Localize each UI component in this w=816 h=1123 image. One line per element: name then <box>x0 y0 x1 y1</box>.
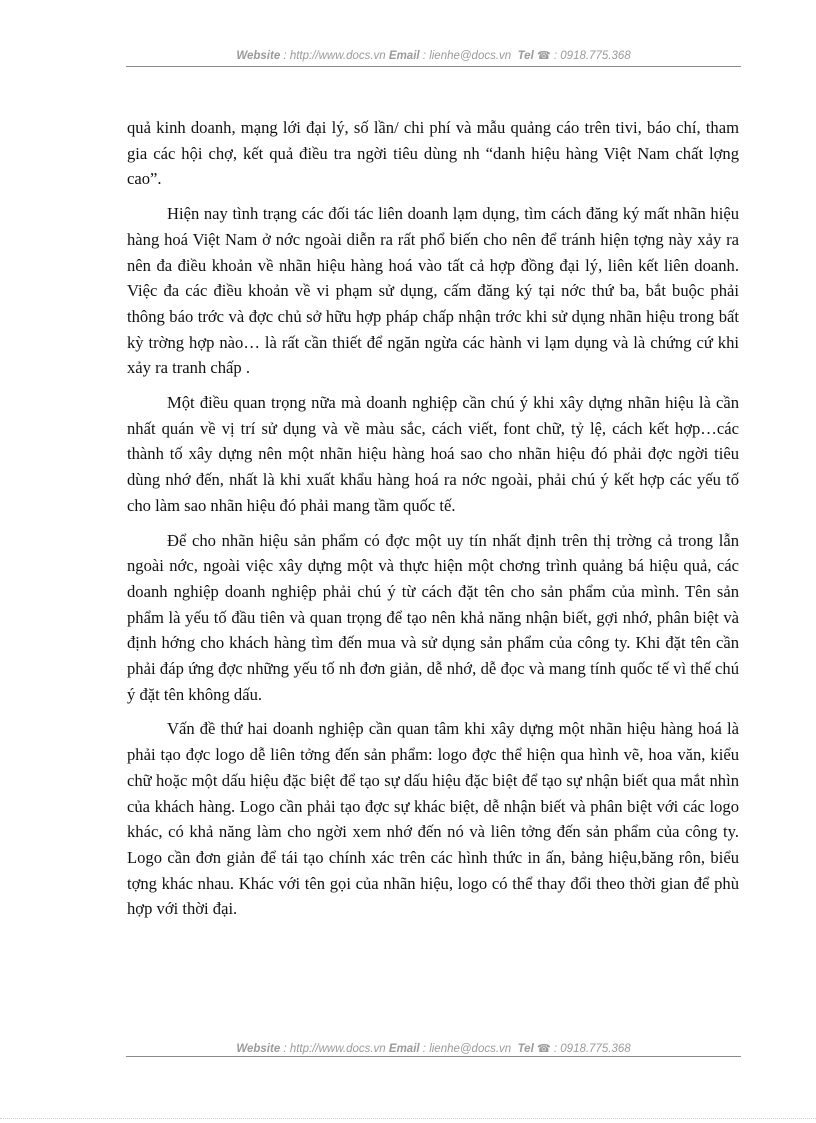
footer-website-label: Website <box>236 1043 281 1055</box>
footer-email-label: Email <box>388 1043 420 1055</box>
email-separator: : <box>419 50 430 62</box>
footer-website-separator: : <box>280 1043 290 1055</box>
paragraph-2: Hiện nay tình trạng các đối tác liên doanh lạm dụng, tìm cách đăng ký mất nhãn hiệu hàng hoá Việt Nam ở nớc ngoài diễn ra rất phổ biến cho nên để tránh hiện tợng này xảy ra nên đa điều khoản về nhãn hiệu hàng hoá vào tất cả hợp đồng đại lý, liên kết liên doanh. Việc đa các điều khoản về vi phạm sử dụng, cấm đăng ký tại nớc thứ ba, bắt buộc phải thông báo trớc và đợc chủ sở hữu hợp pháp chấp nhận trớc khi sử dụng nhãn hiệu trong bất kỳ trờng hợp nào… là rất cần thiết để ngăn ngừa các hành vi lạm dụng và là chứng cứ khi xảy ra tranh chấp . <box>127 204 739 378</box>
paragraph-3: Một điều quan trọng nữa mà doanh nghiệp cần chú ý khi xây dựng nhãn hiệu là cần nhất quán về vị trí sử dụng và về màu sắc, cách viết, font chữ, tỷ lệ, cách kết hợp…các thành tố xây dựng nên một nhãn hiệu hàng hoá sao cho nhãn hiệu đó phải đợc ngời tiêu dùng nhớ đến, nhất là khi xuất khẩu hàng hoá ra nớc ngoài, phải chú ý kết hợp các yếu tố cho làm sao nhãn hiệu đó phải mang tầm quốc tế. <box>127 393 739 515</box>
paragraph-4: Để cho nhãn hiệu sản phẩm có đợc một uy tín nhất định trên thị trờng cả trong lẫn ngoài nớc, ngoài việc xây dựng một và thực hiện một chơng trình quảng bá hiệu quả, các doanh nghiệp doanh nghiệp phải chú ý từ cách đặt tên cho sản phẩm của mình. Tên sản phẩm là yếu tố đầu tiên và quan trọng để tạo nên khả năng nhận biết, gợi nhớ, phân biệt và định hớng cho khách hàng tìm đến mua và sử dụng sản phẩm của công ty. Khi đặt tên cần phải đáp ứng đợc những yếu tố nh đơn giản, dễ nhớ, dễ đọc và mang tính quốc tế vì thế chú ý đặt tên không dấu. <box>127 530 739 704</box>
page-header <box>126 49 741 62</box>
footer-phone-number: 0918.775.368 <box>560 1043 631 1055</box>
website-label: Website <box>236 50 281 62</box>
footer-phone-icon: ☎ <box>536 1043 551 1055</box>
paragraph-1: quả kinh doanh, mạng lới đại lý, số lần/ chi phí và mẫu quảng cáo trên tivi, báo chí, tham gia các hội chợ, kết quả điều tra ngời tiêu dùng nh “danh hiệu hàng Việt Nam chất lợng cao”. <box>127 118 739 189</box>
page-footer <box>126 1042 741 1055</box>
page-edge-divider <box>0 1118 816 1119</box>
footer-tel-separator: : <box>550 1043 561 1055</box>
website-separator: : <box>280 50 290 62</box>
website-url[interactable]: http://www.docs.vn <box>289 50 386 62</box>
email-label: Email <box>388 50 420 62</box>
phone-icon: ☎ <box>536 50 551 62</box>
header-divider <box>126 66 741 67</box>
footer-email-address[interactable]: lienhe@docs.vn <box>429 1043 512 1055</box>
footer-tel-label: Tel <box>517 1043 534 1055</box>
footer-website-url[interactable]: http://www.docs.vn <box>289 1043 386 1055</box>
tel-label: Tel <box>517 50 534 62</box>
paragraph-5: Vấn đề thứ hai doanh nghiệp cần quan tâm khi xây dựng một nhãn hiệu hàng hoá là phải tạo đợc logo dễ liên tởng đến sản phẩm: logo đợc thể hiện qua hình vẽ, hoa văn, kiểu chữ hoặc một dấu hiệu đặc biệt để tạo sự dấu hiệu đặc biệt để tạo sự nhận biết qua mắt nhìn của khách hàng. Logo cần phải tạo đợc sự khác biệt, dễ nhận biết và phân biệt với các logo khác, có khả năng làm cho ngời xem nhớ đến nó và liên tởng đến sản phẩm của công ty. Logo cần đơn giản để tái tạo chính xác trên các hình thức in ấn, bảng hiệu,băng rôn, biểu tợng khác nhau. Khác với tên gọi của nhãn hiệu, logo có thể thay đổi theo thời gian để phù hợp với thời đại. <box>127 719 739 919</box>
tel-separator: : <box>550 50 561 62</box>
document-body <box>127 115 739 931</box>
footer-email-separator: : <box>419 1043 430 1055</box>
footer-divider <box>126 1056 741 1057</box>
email-address[interactable]: lienhe@docs.vn <box>429 50 512 62</box>
phone-number: 0918.775.368 <box>560 50 631 62</box>
